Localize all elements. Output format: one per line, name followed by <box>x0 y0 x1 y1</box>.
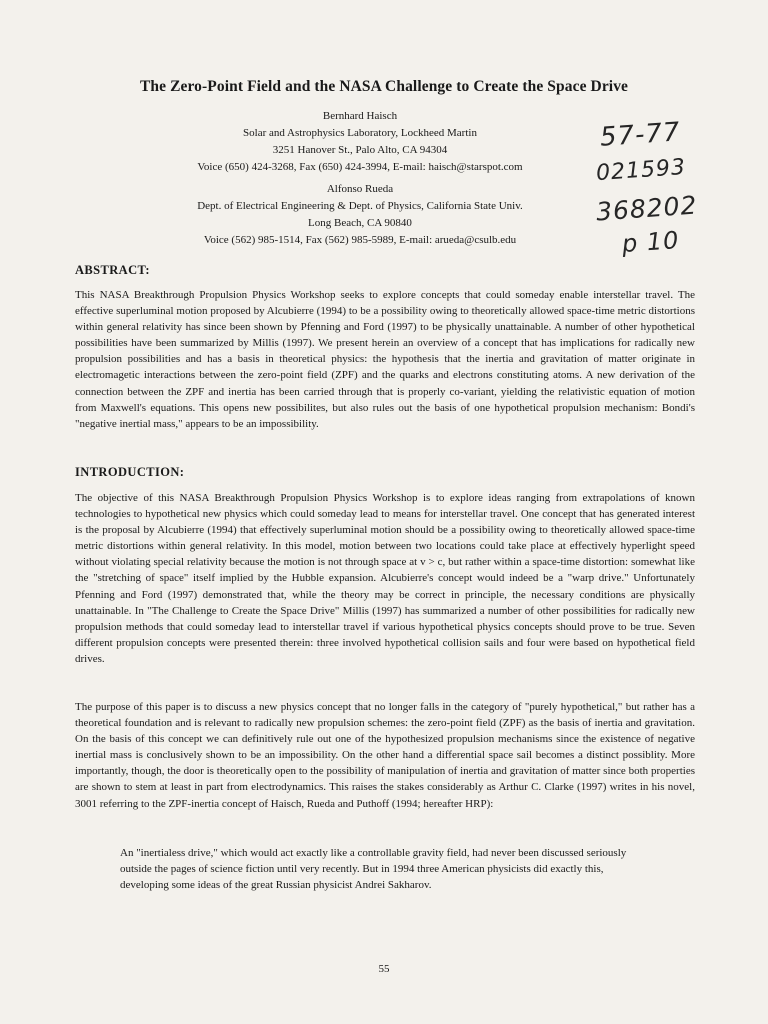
author-contact: Voice (650) 424-3268, Fax (650) 424-3994, E-mail: haisch@starspot.com <box>197 161 523 173</box>
page-number: 55 <box>378 963 390 975</box>
block-quote: An "inertialess drive," which would act exactly like a controllable gravity field, had never been discussed seriously outside the pages of science fiction until very recently. But in 1994 three American physicists did exactly this, developing some ideas of the great Russian physicist Andrei Sakharov. <box>120 847 627 892</box>
introduction-paragraph-1: The objective of this NASA Breakthrough Propulsion Physics Workshop is to explore ideas ranging from extrapolations of known technologies to hypothetical new physics which could someday lead to means for interstellar travel. One concept that has generated interest is the proposal by Alcubierre (1994) that effectively superluminal motion should be a possibility owing to theoretically allowed space-time metric distortions within general relativity. In this model, motion between two locations could take place at effectively hyperlight speed without violating special relativity because the motion is not through space at v > c, but rather within a space-time distortion: somewhat like the "stretching of space" itself implied by the Hubble expansion. Alcubierre's concept would indeed be a "warp drive." Unfortunately Pfenning and Ford (1997) demonstrated that, while the theory may be correct in principle, the necessary conditions are physically unattainable. In "The Challenge to Create the Space Drive" Millis (1997) has summarized a number of other possibilities for radically new propulsion methods that could someday lead to interstellar travel if various hypothetical physics concepts should prove to be true. Seven different propulsion concepts were presented therein: three involved hypothetical collision sails and four were based on hypothetical field drives. <box>75 492 695 665</box>
author-contact: Voice (562) 985-1514, Fax (562) 985-5989, E-mail: arueda@csulb.edu <box>203 234 517 246</box>
author-address: 3251 Hanover St., Palo Alto, CA 94304 <box>272 144 448 156</box>
author-name: Bernhard Haisch <box>322 110 398 122</box>
paper-title: The Zero-Point Field and the NASA Challenge to Create the Space Drive <box>139 78 629 95</box>
introduction-paragraph-2: The purpose of this paper is to discuss a new physics concept that no longer falls in the category of "purely hypothetical," but rather has a theoretical foundation and is relevant to radically new propulsion schemes: the zero-point field (ZPF) as the basis of inertia and gravitation. On the basis of this concept we can definitively rule out one of the hypothesized propulsion mechanisms since the existence of negative inertial mass is conclusively shown to be an impossibility. On the other hand a differential space sail becomes a distinct possiblity. More importantly, though, the door is theoretically open to the possibility of manipulation of inertia and gravitation of matter since both properties are shown to stem at least in part from electrodynamics. This raises the stakes considerably as Arthur C. Clarke (1997) writes in his novel, 3001 referring to the ZPF-inertia concept of Haisch, Rueda and Puthoff (1994; hereafter HRP): <box>75 701 695 810</box>
introduction-heading: INTRODUCTION: <box>75 465 185 479</box>
author-affiliation: Solar and Astrophysics Laboratory, Lockheed Martin <box>243 127 477 139</box>
author-affiliation: Dept. of Electrical Engineering & Dept. of Physics, California State Univ. <box>197 200 523 212</box>
author-block-2 <box>120 181 600 249</box>
handwritten-note: 368202 <box>595 190 699 227</box>
author-block-1 <box>120 108 600 176</box>
handwritten-note: 021593 <box>595 154 687 187</box>
abstract-text: This NASA Breakthrough Propulsion Physics Workshop seeks to explore concepts that could someday enable interstellar travel. The effective superluminal motion proposed by Alcubierre (1994) to be a possibility owing to theoretically allowed space-time metric distortions within general relativity has since been shown by Pfenning and Ford (1997) to be physically unattainable. A number of other hypothetical possibilities have been summarized by Millis (1997). We present herein an overview of a concept that has implications for radically new propulsion possibilities and has a basis in theoretical physics: the hypothesis that the inertia and gravitation of matter originate in electromagetic interactions between the zero-point field (ZPF) and the quarks and electrons constituting atoms. A new derivation of the connection between the ZPF and inertia has been carried through that is properly co-variant, yielding the relativistic equation of motion from Maxwell's equations. This opens new possibilites, but also rules out the basis of one hypothetical propulsion mechanism: Bondi's "negative inertial mass," appears to be an impossibility. <box>75 289 695 430</box>
abstract-heading: ABSTRACT: <box>75 263 150 277</box>
handwritten-note: p 10 <box>621 226 681 258</box>
author-address: Long Beach, CA 90840 <box>308 217 412 229</box>
author-name: Alfonso Rueda <box>326 183 394 195</box>
handwritten-note: 57-77 <box>599 117 682 153</box>
